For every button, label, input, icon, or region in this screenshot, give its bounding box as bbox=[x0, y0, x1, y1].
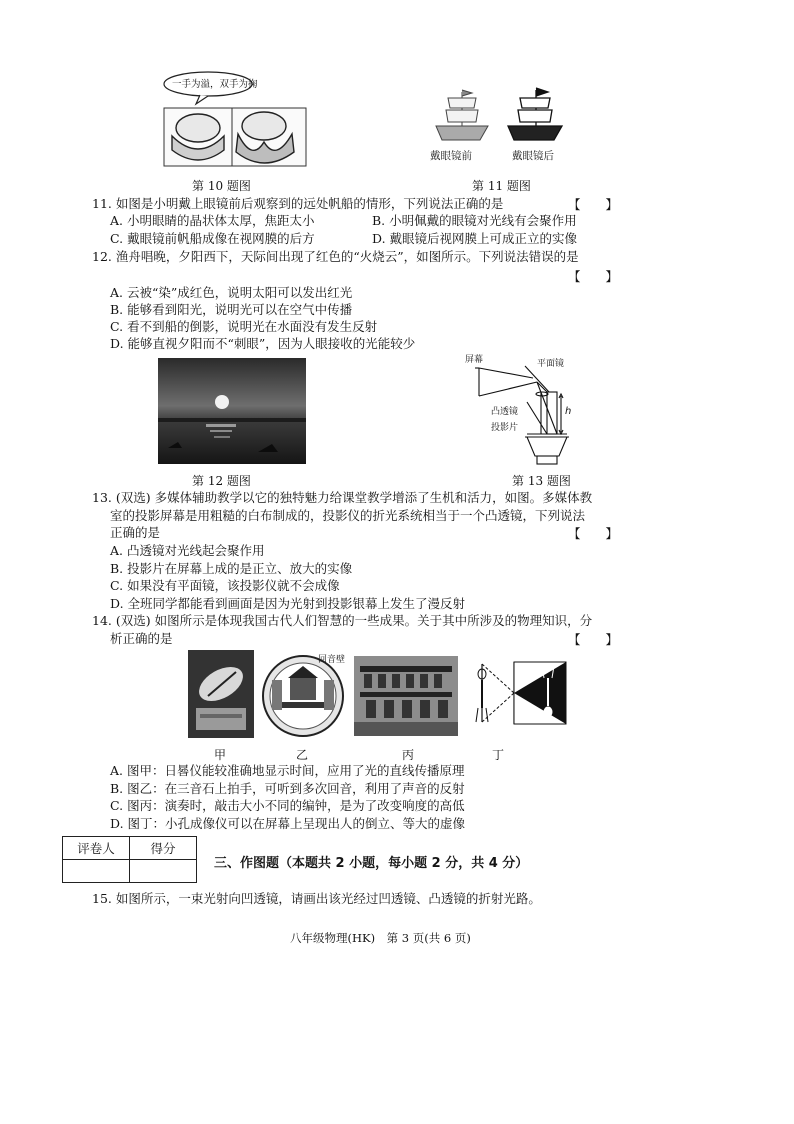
label-ding: 丁 bbox=[492, 748, 505, 762]
label-plane-mirror: 平面镜 bbox=[537, 359, 565, 369]
q13-option-b: B. 投影片在屏幕上成的是正立、放大的实像 bbox=[110, 561, 353, 576]
figure-13 bbox=[465, 352, 605, 472]
speech-bubble-text: 一手为溢，双手为掬 bbox=[172, 79, 258, 90]
figure-10 bbox=[160, 70, 310, 170]
label-after-glasses: 戴眼镜后 bbox=[512, 150, 554, 162]
label-bing: 丙 bbox=[402, 748, 415, 762]
q12-stem: 12. 渔舟唱晚，夕阳西下，天际间出现了红色的“火烧云”，如图所示。下列说法错误的是 bbox=[92, 249, 579, 264]
figure-13-caption: 第 13 题图 bbox=[512, 474, 571, 488]
q12-answer-bracket[interactable]: 【 】 bbox=[568, 269, 619, 284]
figure-14-bianzhong-photo bbox=[354, 656, 458, 736]
page-footer: 八年级物理(HK) 第 3 页(共 6 页) bbox=[290, 931, 471, 945]
score-cell[interactable] bbox=[130, 860, 197, 883]
q12-option-b: B. 能够看到阳光，说明光可以在空气中传播 bbox=[110, 302, 353, 317]
q11-option-d: D. 戴眼镜后视网膜上可成正立的实像 bbox=[372, 231, 578, 246]
q12-option-a: A. 云被“染”成红色，说明太阳可以发出红光 bbox=[110, 285, 353, 300]
q11-option-b: B. 小明佩戴的眼镜对光线有会聚作用 bbox=[372, 213, 577, 228]
figure-10-caption: 第 10 题图 bbox=[192, 179, 251, 193]
label-before-glasses: 戴眼镜前 bbox=[430, 150, 472, 162]
label-jia: 甲 bbox=[214, 748, 227, 762]
label-slide: 投影片 bbox=[491, 423, 519, 433]
q11-option-a: A. 小明眼睛的晶状体太厚，焦距太小 bbox=[110, 213, 315, 228]
label-convex-lens: 凸透镜 bbox=[491, 407, 519, 417]
label-screen: 屏幕 bbox=[465, 355, 484, 365]
q14-stem-line-2: 析正确的是 bbox=[110, 631, 173, 646]
figure-14-sundial-photo bbox=[188, 650, 254, 738]
figure-11-caption: 第 11 题图 bbox=[472, 179, 531, 193]
q13-option-d: D. 全班同学都能看到画面是因为光射到投影银幕上发生了漫反射 bbox=[110, 596, 466, 611]
q13-stem-line-1: 13. (双选) 多媒体辅助教学以它的独特魅力给课堂教学增添了生机和活力，如图。多媒体教 bbox=[92, 490, 593, 505]
q14-stem-line-1: 14. (双选) 如图所示是体现我国古代人们智慧的一些成果。关于其中所涉及的物理知识，分 bbox=[92, 613, 593, 628]
q11-stem: 11. 如图是小明戴上眼镜前后观察到的远处帆船的情形，下列说法正确的是 bbox=[92, 196, 504, 211]
q11-answer-bracket[interactable]: 【 】 bbox=[568, 197, 619, 212]
reviewer-cell[interactable] bbox=[63, 860, 130, 883]
q13-option-c: C. 如果没有平面镜，该投影仪就不会成像 bbox=[110, 578, 340, 593]
ships-graphic bbox=[428, 86, 578, 146]
q14-option-d: D. 图丁：小孔成像仪可以在屏幕上呈现出人的倒立、等大的虚像 bbox=[110, 816, 466, 831]
q14-option-b: B. 图乙：在三音石上拍手，可听到多次回音，利用了声音的反射 bbox=[110, 781, 465, 796]
figure-12-sunset-photo bbox=[158, 358, 306, 464]
label-height-h: h bbox=[565, 406, 572, 417]
label-echo-wall: 回音壁 bbox=[318, 655, 346, 665]
figure-14-pinhole-diagram bbox=[462, 660, 568, 726]
label-yi: 乙 bbox=[296, 748, 309, 762]
q11-option-c: C. 戴眼镜前帆船成像在视网膜的后方 bbox=[110, 231, 315, 246]
q14-answer-bracket[interactable]: 【 】 bbox=[568, 632, 619, 647]
section-3-title: 三、作图题（本题共 2 小题，每小题 2 分，共 4 分） bbox=[214, 856, 529, 871]
score-box bbox=[62, 836, 197, 883]
q13-option-a: A. 凸透镜对光线起会聚作用 bbox=[110, 543, 265, 558]
q13-stem-line-2: 室的投影屏幕是用粗糙的白布制成的，投影仪的折光系统相当于一个凸透镜，下列说法 bbox=[110, 508, 586, 523]
q12-option-c: C. 看不到船的倒影，说明光在水面没有发生反射 bbox=[110, 319, 378, 334]
projector-diagram bbox=[465, 352, 605, 472]
q13-stem-line-3: 正确的是 bbox=[110, 525, 161, 540]
q14-option-c: C. 图丙：演奏时，敲击大小不同的编钟，是为了改变响度的高低 bbox=[110, 798, 465, 813]
q13-answer-bracket[interactable]: 【 】 bbox=[568, 526, 619, 541]
figure-12-caption: 第 12 题图 bbox=[192, 474, 251, 488]
reviewer-header: 评卷人 bbox=[63, 837, 130, 860]
q14-option-a: A. 图甲：日晷仪能较准确地显示时间，应用了光的直线传播原理 bbox=[110, 763, 465, 778]
score-header: 得分 bbox=[130, 837, 197, 860]
figure-11 bbox=[428, 86, 578, 162]
q12-option-d: D. 能够直视夕阳而不“刺眼”，因为人眼接收的光能较少 bbox=[110, 336, 416, 351]
q15-stem: 15. 如图所示，一束光射向凹透镜，请画出该光经过凹透镜、凸透镜的折射光路。 bbox=[92, 891, 541, 906]
